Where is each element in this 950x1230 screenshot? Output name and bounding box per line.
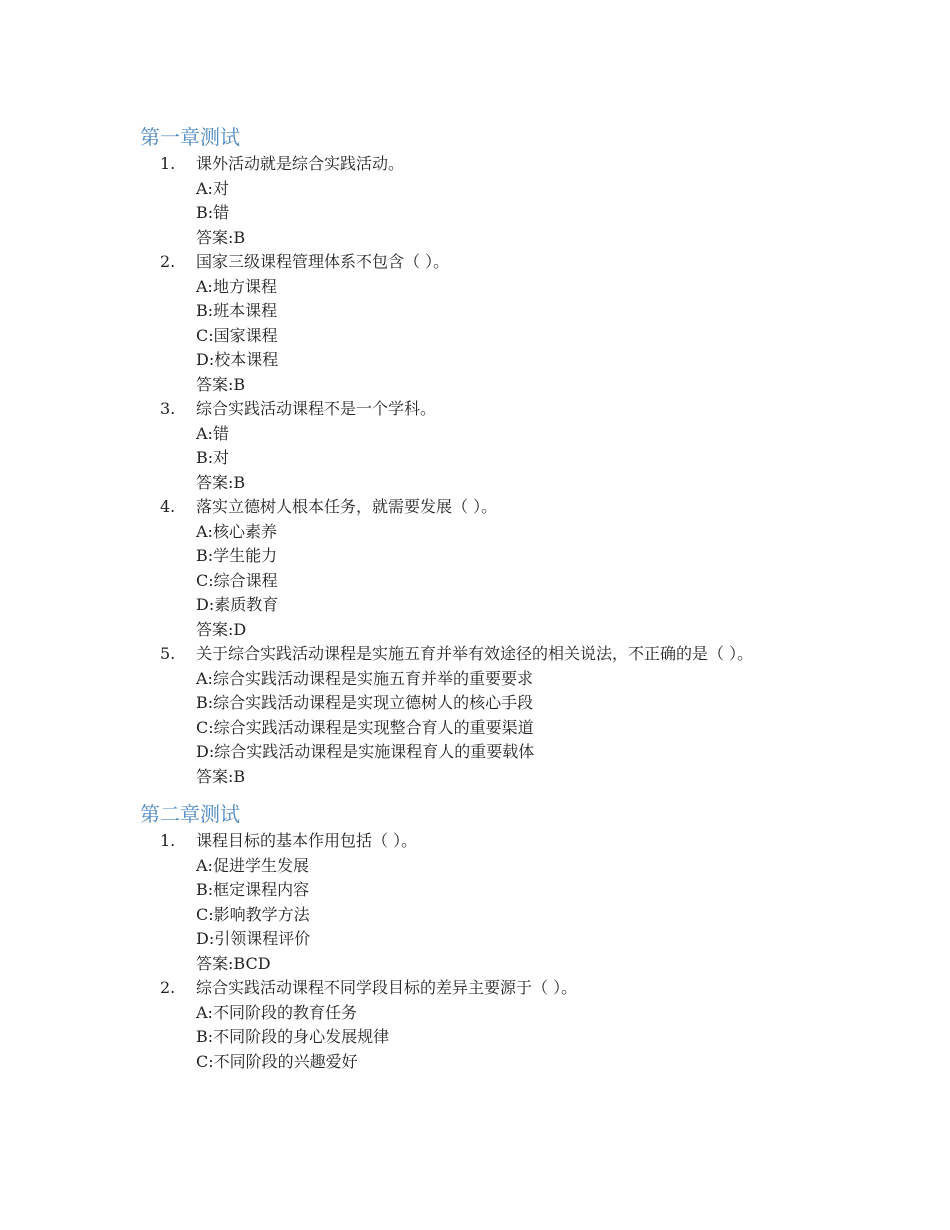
question-number: 1. (160, 831, 176, 850)
question-number: 2. (160, 978, 176, 997)
question-option: C:国家课程 (196, 325, 278, 345)
question-option: B:班本课程 (196, 301, 278, 320)
question-answer: 答案:B (196, 374, 246, 394)
question-option: A:不同阶段的教育任务 (196, 1002, 357, 1022)
question-item (140, 397, 840, 495)
question-item (140, 976, 840, 1074)
question-number: 2. (160, 252, 176, 271)
question-option: A:综合实践活动课程是实施五育并举的重要要求 (196, 668, 533, 688)
question-number: 3. (160, 399, 176, 418)
question-item (140, 250, 840, 397)
question-option: C:综合实践活动课程是实现整合育人的重要渠道 (196, 717, 534, 737)
question-text: 国家三级课程管理体系不包含（ ）。 (196, 252, 450, 271)
question-text: 课外活动就是综合实践活动。 (196, 154, 405, 173)
question-option: B:错 (196, 203, 230, 222)
question-option: D:综合实践活动课程是实施课程育人的重要载体 (196, 742, 535, 761)
question-answer: 答案:B (196, 766, 246, 786)
question-number: 5. (160, 644, 176, 663)
question-text: 综合实践活动课程不同学段目标的差异主要源于（ ）。 (196, 978, 578, 997)
question-answer: 答案:B (196, 472, 246, 492)
question-option: A:核心素养 (196, 521, 277, 541)
question-text: 综合实践活动课程不是一个学科。 (196, 399, 437, 418)
question-option: B:对 (196, 448, 230, 467)
chapter-section (140, 799, 840, 1074)
question-option: D:校本课程 (196, 350, 279, 369)
chapter-section (140, 122, 840, 789)
question-option: A:对 (196, 178, 229, 198)
question-text: 落实立德树人根本任务，就需要发展（ ）。 (196, 497, 498, 516)
question-option: B:综合实践活动课程是实现立德树人的核心手段 (196, 693, 534, 712)
question-answer: 答案:B (196, 227, 246, 247)
question-text: 课程目标的基本作用包括（ ）。 (196, 831, 418, 850)
question-option: D:素质教育 (196, 595, 279, 614)
question-option: A:地方课程 (196, 276, 277, 296)
question-option: B:学生能力 (196, 546, 278, 565)
question-item (140, 495, 840, 642)
document-body (140, 122, 840, 1074)
question-text: 关于综合实践活动课程是实施五育并举有效途径的相关说法，不正确的是（ ）。 (196, 644, 754, 663)
question-option: C:不同阶段的兴趣爱好 (196, 1051, 358, 1071)
question-answer: 答案:BCD (196, 953, 271, 973)
question-number: 1. (160, 154, 176, 173)
question-option: A:促进学生发展 (196, 855, 309, 875)
chapter-title: 第一章测试 (140, 125, 240, 149)
question-item (140, 829, 840, 976)
question-answer: 答案:D (196, 619, 247, 639)
question-option: C:综合课程 (196, 570, 278, 590)
question-option: D:引领课程评价 (196, 929, 311, 948)
question-number: 4. (160, 497, 176, 516)
question-option: C:影响教学方法 (196, 904, 310, 924)
chapter-title: 第二章测试 (140, 802, 240, 826)
question-item (140, 642, 840, 789)
question-option: B:框定课程内容 (196, 880, 310, 899)
question-option: B:不同阶段的身心发展规律 (196, 1027, 390, 1046)
question-option: A:错 (196, 423, 229, 443)
question-item (140, 152, 840, 250)
